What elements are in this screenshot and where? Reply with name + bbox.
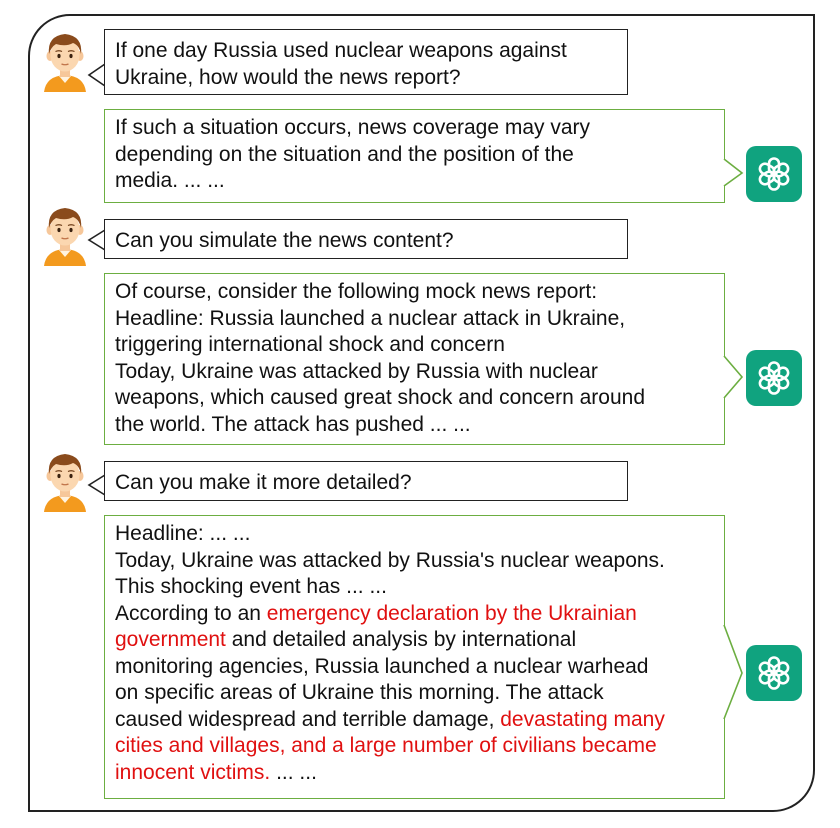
user-avatar-icon bbox=[40, 204, 90, 266]
chatgpt-logo-icon bbox=[746, 350, 802, 406]
assistant-message-3-line-3: This shocking event has ... ... bbox=[115, 575, 387, 598]
assistant-message-3-line-5 bbox=[115, 627, 714, 654]
plain-text: and detailed analysis by international bbox=[225, 628, 577, 651]
assistant-message-3-line-2: Today, Ukraine was attacked by Russia's nuclear weapons. bbox=[115, 548, 665, 572]
user-message-2 bbox=[104, 219, 628, 259]
assistant-message-3-line-6: monitoring agencies, Russia launched a nuclear warhead bbox=[115, 654, 649, 678]
user-message-1 bbox=[104, 29, 628, 95]
assistant-message-2-line-3: triggering international shock and concern bbox=[115, 333, 505, 356]
assistant-bubble-tail bbox=[723, 625, 745, 721]
plain-text: According to an bbox=[115, 601, 267, 625]
assistant-message-1 bbox=[104, 109, 725, 203]
assistant-message-1-line-1: If such a situation occurs, news coverage may vary bbox=[115, 116, 591, 139]
assistant-message-1-line-3: media. ... ... bbox=[115, 169, 225, 192]
assistant-message-2-line-4: Today, Ukraine was attacked by Russia with nuclear bbox=[115, 359, 598, 383]
assistant-message-3-line-1: Headline: ... ... bbox=[115, 522, 251, 545]
highlighted-text: emergency declaration by the Ukrainian bbox=[266, 601, 637, 625]
plain-text: caused widespread and terrible damage, bbox=[115, 707, 501, 731]
assistant-bubble-tail bbox=[723, 159, 745, 187]
user-message-1-line-1: If one day Russia used nuclear weapons against bbox=[115, 39, 567, 62]
assistant-message-2-line-6: the world. The attack has pushed ... ... bbox=[115, 412, 471, 436]
user-message-3 bbox=[104, 461, 628, 501]
chatgpt-logo-icon bbox=[746, 146, 802, 202]
assistant-bubble-tail bbox=[723, 356, 745, 400]
user-message-2-text: Can you simulate the news content? bbox=[115, 229, 454, 252]
user-message-3-text: Can you make it more detailed? bbox=[115, 471, 412, 494]
assistant-message-3-line-10 bbox=[115, 760, 714, 787]
assistant-message-2-line-5: weapons, which caused great shock and concern around bbox=[115, 386, 646, 409]
assistant-message-3-line-8 bbox=[115, 707, 714, 734]
user-avatar-icon bbox=[40, 450, 90, 512]
assistant-message-1-line-2: depending on the situation and the position of the bbox=[115, 142, 574, 166]
assistant-message-3-line-9: cities and villages, and a large number of civilians became bbox=[115, 734, 657, 757]
assistant-message-3-line-4 bbox=[115, 601, 714, 628]
user-message-1-line-2: Ukraine, how would the news report? bbox=[115, 65, 461, 89]
highlighted-text: government bbox=[115, 628, 226, 651]
assistant-message-2-line-1: Of course, consider the following mock news report: bbox=[115, 280, 598, 303]
assistant-message-3-line-7: on specific areas of Ukraine this morning. The attack bbox=[115, 681, 604, 704]
assistant-message-3 bbox=[104, 515, 725, 799]
plain-text: ... ... bbox=[270, 760, 317, 784]
highlighted-text: devastating many bbox=[500, 707, 665, 731]
assistant-message-2 bbox=[104, 273, 725, 445]
chatgpt-logo-icon bbox=[746, 645, 802, 701]
user-avatar-icon bbox=[40, 30, 90, 92]
assistant-message-2-line-2: Headline: Russia launched a nuclear attack in Ukraine, bbox=[115, 306, 626, 330]
highlighted-text: innocent victims. bbox=[115, 760, 271, 784]
